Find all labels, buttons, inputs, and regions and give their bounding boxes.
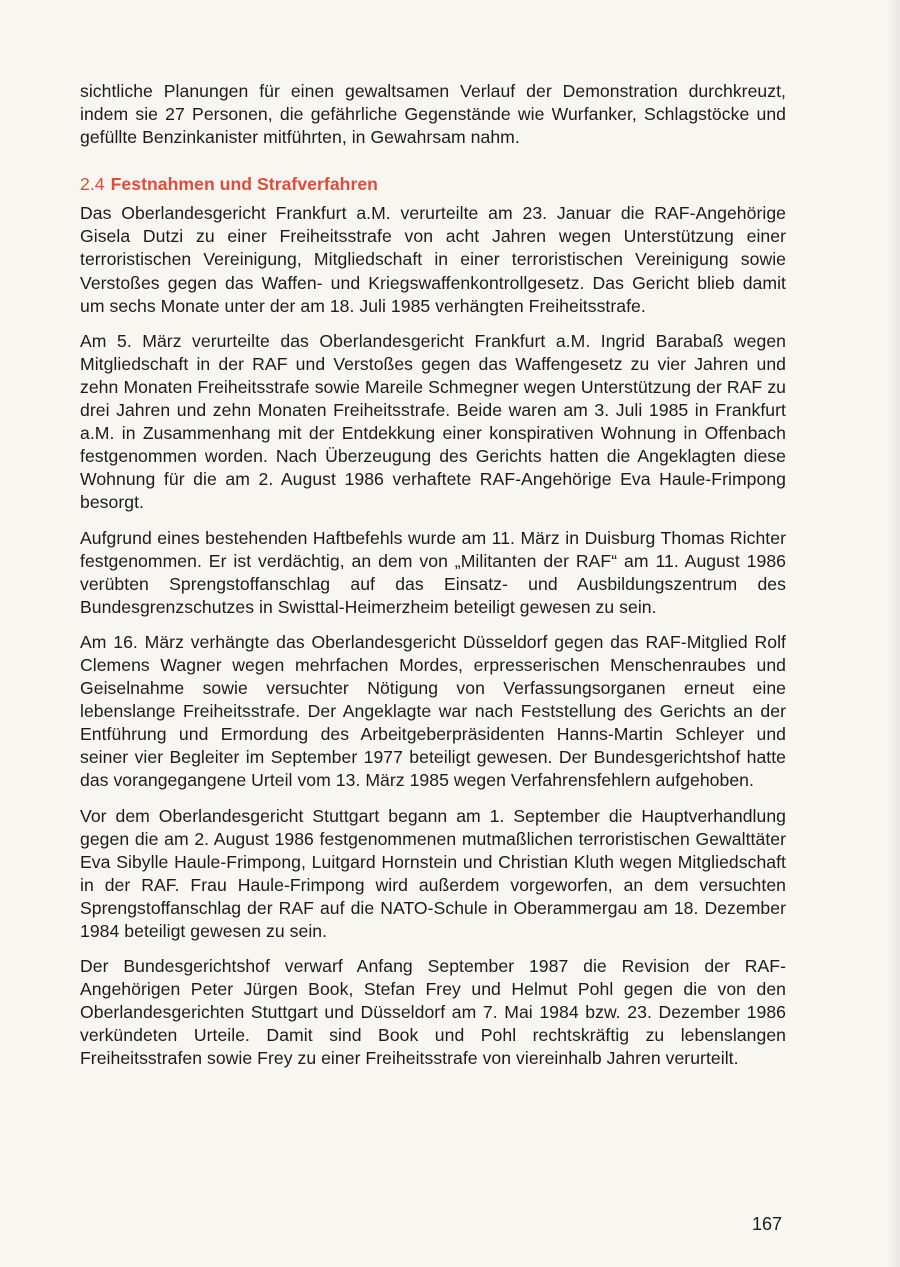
page-edge-shadow: [886, 0, 900, 1267]
paragraph-revision: Der Bundesgerichtshof verwarf Anfang September 1987 die Revision der RAF-Angehörigen Peter Jürgen Book, Stefan Frey und Helmut Pohl gegen die von den Oberlandesgerichten Stuttgart und Düsseldorf am 7. Mai 1984 bzw. 23. Dezember 1986 verkündeten Urteile. Damit sind Book und Pohl rechtskräftig zu lebenslangen Freiheitsstrafen sowie Frey zu einer Freiheitsstrafe von viereinhalb Jahren verurteilt.: [80, 956, 786, 1069]
section-number: 2.4: [80, 174, 105, 195]
paragraph-barabass: Am 5. März verurteilte das Oberlandesgericht Frankfurt a.M. Ingrid Barabaß wegen Mitgliedschaft in der RAF und Verstoßes gegen das Waffengesetz zu vier Jahren und zehn Monaten Freiheitsstrafe sowie Mareile Schmegner wegen Unterstützung der RAF zu drei Jahren und zehn Monaten Freiheitsstrafe. Beide waren am 3. Juli 1985 in Frankfurt a.M. in Zusammenhang mit der Entdekkung einer konspirativen Wohnung in Offenbach festgenommen worden. Nach Überzeugung des Gerichts hatten die Angeklagten diese Wohnung für die am 2. August 1986 verhaftete RAF-Angehörige Eva Haule-Frimpong besorgt.: [80, 330, 786, 513]
paragraph-dutzi: Das Oberlandesgericht Frankfurt a.M. verurteilte am 23. Januar die RAF-Angehörige Gisela Dutzi zu einer Freiheitsstrafe von acht Jahren wegen Unterstützung einer terroristischen Vereinigung, Mitgliedschaft in einer terroristischen Vereinigung sowie Verstoßes gegen das Waffen- und Kriegswaffenkontrollgesetz. Das Gericht blieb damit um sechs Monate unter der am 18. Juli 1985 verhängten Freiheitsstrafe.: [80, 203, 786, 316]
paragraph-stuttgart-trial: Vor dem Oberlandesgericht Stuttgart begann am 1. September die Hauptverhandlung gegen die am 2. August 1986 festgenommenen mutmaßlichen terroristischen Gewalttäter Eva Sibylle Haule-Frimpong, Luitgard Hornstein und Christian Kluth wegen Mitgliedschaft in der RAF. Frau Haule-Frimpong wird außerdem vorgeworfen, an dem versuchten Sprengstoffanschlag der RAF auf die NATO-Schule in Oberammergau am 18. Dezember 1984 beteiligt gewesen zu sein.: [80, 805, 786, 941]
paragraph-wagner: Am 16. März verhängte das Oberlandesgericht Düsseldorf gegen das RAF-Mitglied Rolf Clemens Wagner wegen mehrfachen Mordes, erpresserischen Menschenraubes und Geiselnahme sowie versuchter Nötigung von Verfassungsorganen erneut eine lebenslange Freiheitsstrafe. Der Angeklagte war nach Feststellung des Gerichts an der Entführung und Ermordung des Arbeitgeberpräsidenten Hanns-Martin Schleyer und seiner vier Begleiter im September 1977 beteiligt gewesen. Der Bundesgerichtshof hatte das vorangegangene Urteil vom 13. März 1985 wegen Verfahrensfehlern aufgehoben.: [80, 631, 786, 791]
page-number: 167: [751, 1214, 782, 1234]
paragraph-richter: Aufgrund eines bestehenden Haftbefehls wurde am 11. März in Duisburg Thomas Richter festgenommen. Er ist verdächtig, an dem von „Militanten der RAF“ am 11. August 1986 verübten Sprengstoffanschlag auf das Einsatz- und Ausbildungszentrum des Bundesgrenzschutzes in Swisttal-Heimerzheim beteiligt gewesen zu sein.: [80, 527, 786, 617]
section-heading: [80, 173, 786, 196]
intro-paragraph: sichtliche Planungen für einen gewaltsamen Verlauf der Demonstration durchkreuzt, indem sie 27 Personen, die gefährliche Gegenstände wie Wurfanker, Schlagstöcke und gefüllte Benzinkanister mitführten, in Gewahrsam nahm.: [80, 81, 786, 148]
body-text: [80, 80, 786, 1083]
section-title: Festnahmen und Strafverfahren: [110, 174, 378, 195]
